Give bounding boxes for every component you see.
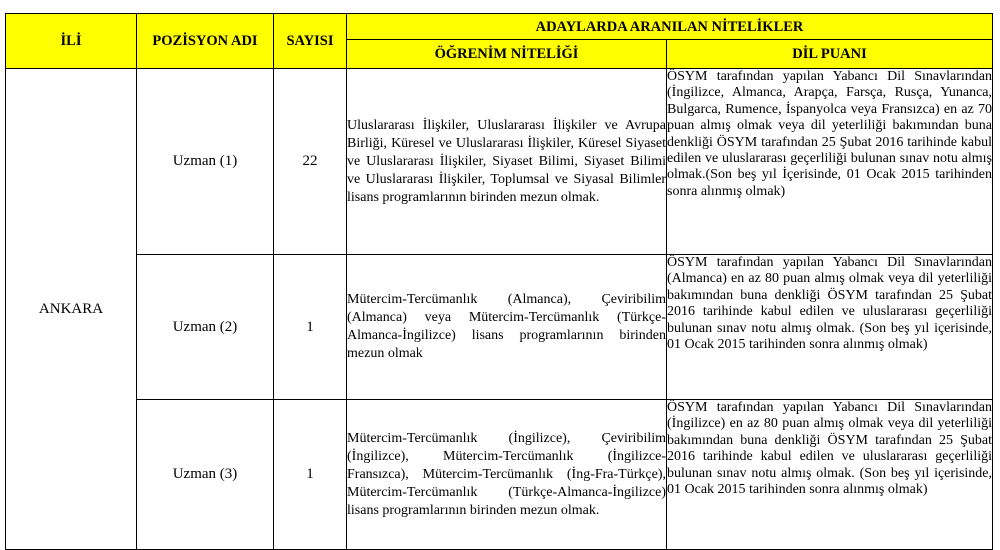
table-row — [6, 69, 993, 255]
table-row — [6, 255, 993, 400]
header-row — [6, 14, 993, 40]
language-cell: ÖSYM tarafından yapılan Yabancı Dil Sınavlarından (İngilizce) en az 80 puan almış olmak veya dil yeterliliği bakımından buna denkliği ÖSYM tarafından 25 Şubat 2016 tarihinde kabul edilen ve uluslararası geçerliliği bulunan sınav notu almış olmak. (Son beş yıl içerisinde, 01 Ocak 2015 tarihinden sonra alınmış olmak) — [667, 400, 993, 550]
education-cell: Mütercim-Tercümanlık (Almanca), Çeviribilim (Almanca) veya Mütercim-Tercümanlık (Türkçe-Almanca-İngilizce) lisans programlarının birinden mezun olmak — [347, 255, 667, 400]
position-cell: Uzman (3) — [137, 400, 274, 550]
education-cell: Mütercim-Tercümanlık (İngilizce), Çeviribilim (İngilizce), Mütercim-Tercümanlık (İngilizce-Fransızca), Mütercim-Tercümanlık (İng-Fra-Türkçe), Mütercim-Tercümanlık (Türkçe-Almanca-İngilizce) lisans programlarının birinden mezun olmak. — [347, 400, 667, 550]
header-education: ÖĞRENİM NİTELİĞİ — [347, 40, 667, 69]
position-cell: Uzman (2) — [137, 255, 274, 400]
qualifications-table — [5, 13, 993, 550]
count-cell: 1 — [274, 400, 347, 550]
header-language: DİL PUANI — [667, 40, 993, 69]
count-cell: 22 — [274, 69, 347, 255]
language-cell: ÖSYM tarafından yapılan Yabancı Dil Sınavlarından (Almanca) en az 80 puan almış olmak veya dil yeterliliği bakımından buna denkliği ÖSYM tarafından 25 Şubat 2016 tarihinde kabul edilen ve uluslararası geçerliliği bulunan sınav notu almış olmak. (Son beş yıl içerisinde, 01 Ocak 2015 tarihinden sonra alınmış olmak) — [667, 255, 993, 400]
city-cell: ANKARA — [6, 69, 137, 550]
header-city: İLİ — [6, 14, 137, 69]
position-cell: Uzman (1) — [137, 69, 274, 255]
header-qualifications: ADAYLARDA ARANILAN NİTELİKLER — [347, 14, 993, 40]
education-cell: Uluslararası İlişkiler, Uluslararası İlişkiler ve Avrupa Birliği, Küresel ve Uluslararası İlişkiler, Küresel Siyaset ve Uluslararası İlişkiler, Siyaset Bilimi, Siyaset Bilimi ve Uluslararası İlişkiler, Toplumsal ve Siyasal Bilimler lisans programlarının birinden mezun olmak. — [347, 69, 667, 255]
header-count: SAYISI — [274, 14, 347, 69]
table-row — [6, 400, 993, 550]
language-cell: ÖSYM tarafından yapılan Yabancı Dil Sınavlarından (İngilizce, Almanca, Arapça, Farsça, Rusça, Yunanca, Bulgarca, Rumence, İspanyolca veya Fransızca) en az 70 puan almış olmak veya dil yeterliliği bakımından buna denkliği ÖSYM tarafından 25 Şubat 2016 tarihinde kabul edilen ve uluslararası geçerliliği bulunan sınav notu almış olmak.(Son beş yıl İçerisinde, 01 Ocak 2015 tarihinden sonra alınmış olmak) — [667, 69, 993, 255]
count-cell: 1 — [274, 255, 347, 400]
header-position: POZİSYON ADI — [137, 14, 274, 69]
